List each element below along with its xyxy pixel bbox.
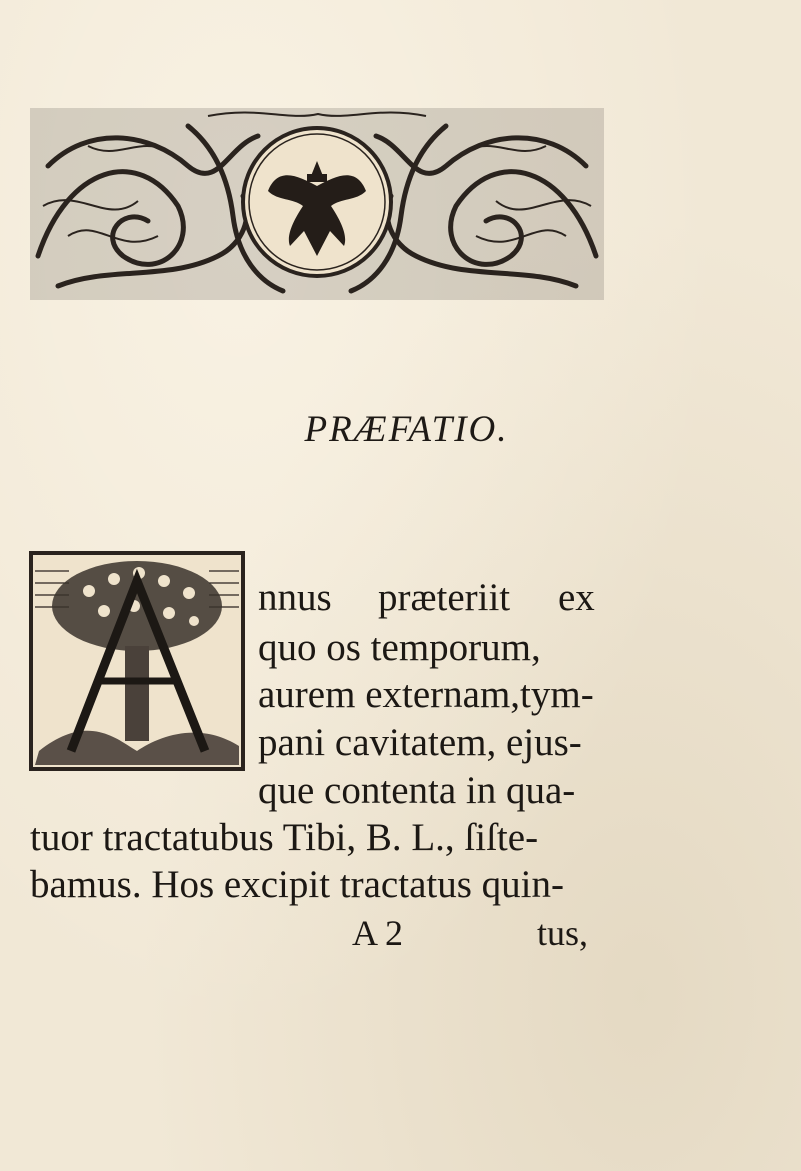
catchword: tus, <box>537 913 589 953</box>
word-praeteriit: præteriit <box>378 576 511 619</box>
text-line-6: tuor tractatubus Tibi, B. L., ſiſte- <box>30 816 539 859</box>
decorated-initial-a <box>29 551 245 771</box>
headpiece-ornament <box>28 106 606 302</box>
page-title: PRÆFATIO. <box>304 409 509 450</box>
word-nnus: nnus <box>258 576 332 619</box>
text-line-4: pani cavitatem, ejus- <box>258 721 582 764</box>
text-line-3: aurem externam,tym- <box>258 673 594 716</box>
text-line-5: que contenta in qua- <box>258 769 576 812</box>
word-ex: ex <box>558 576 595 619</box>
text-line-7: bamus. Hos excipit tractatus quin- <box>30 863 564 906</box>
signature-mark: A 2 <box>352 913 404 953</box>
text-line-2: quo os temporum, <box>258 626 541 669</box>
